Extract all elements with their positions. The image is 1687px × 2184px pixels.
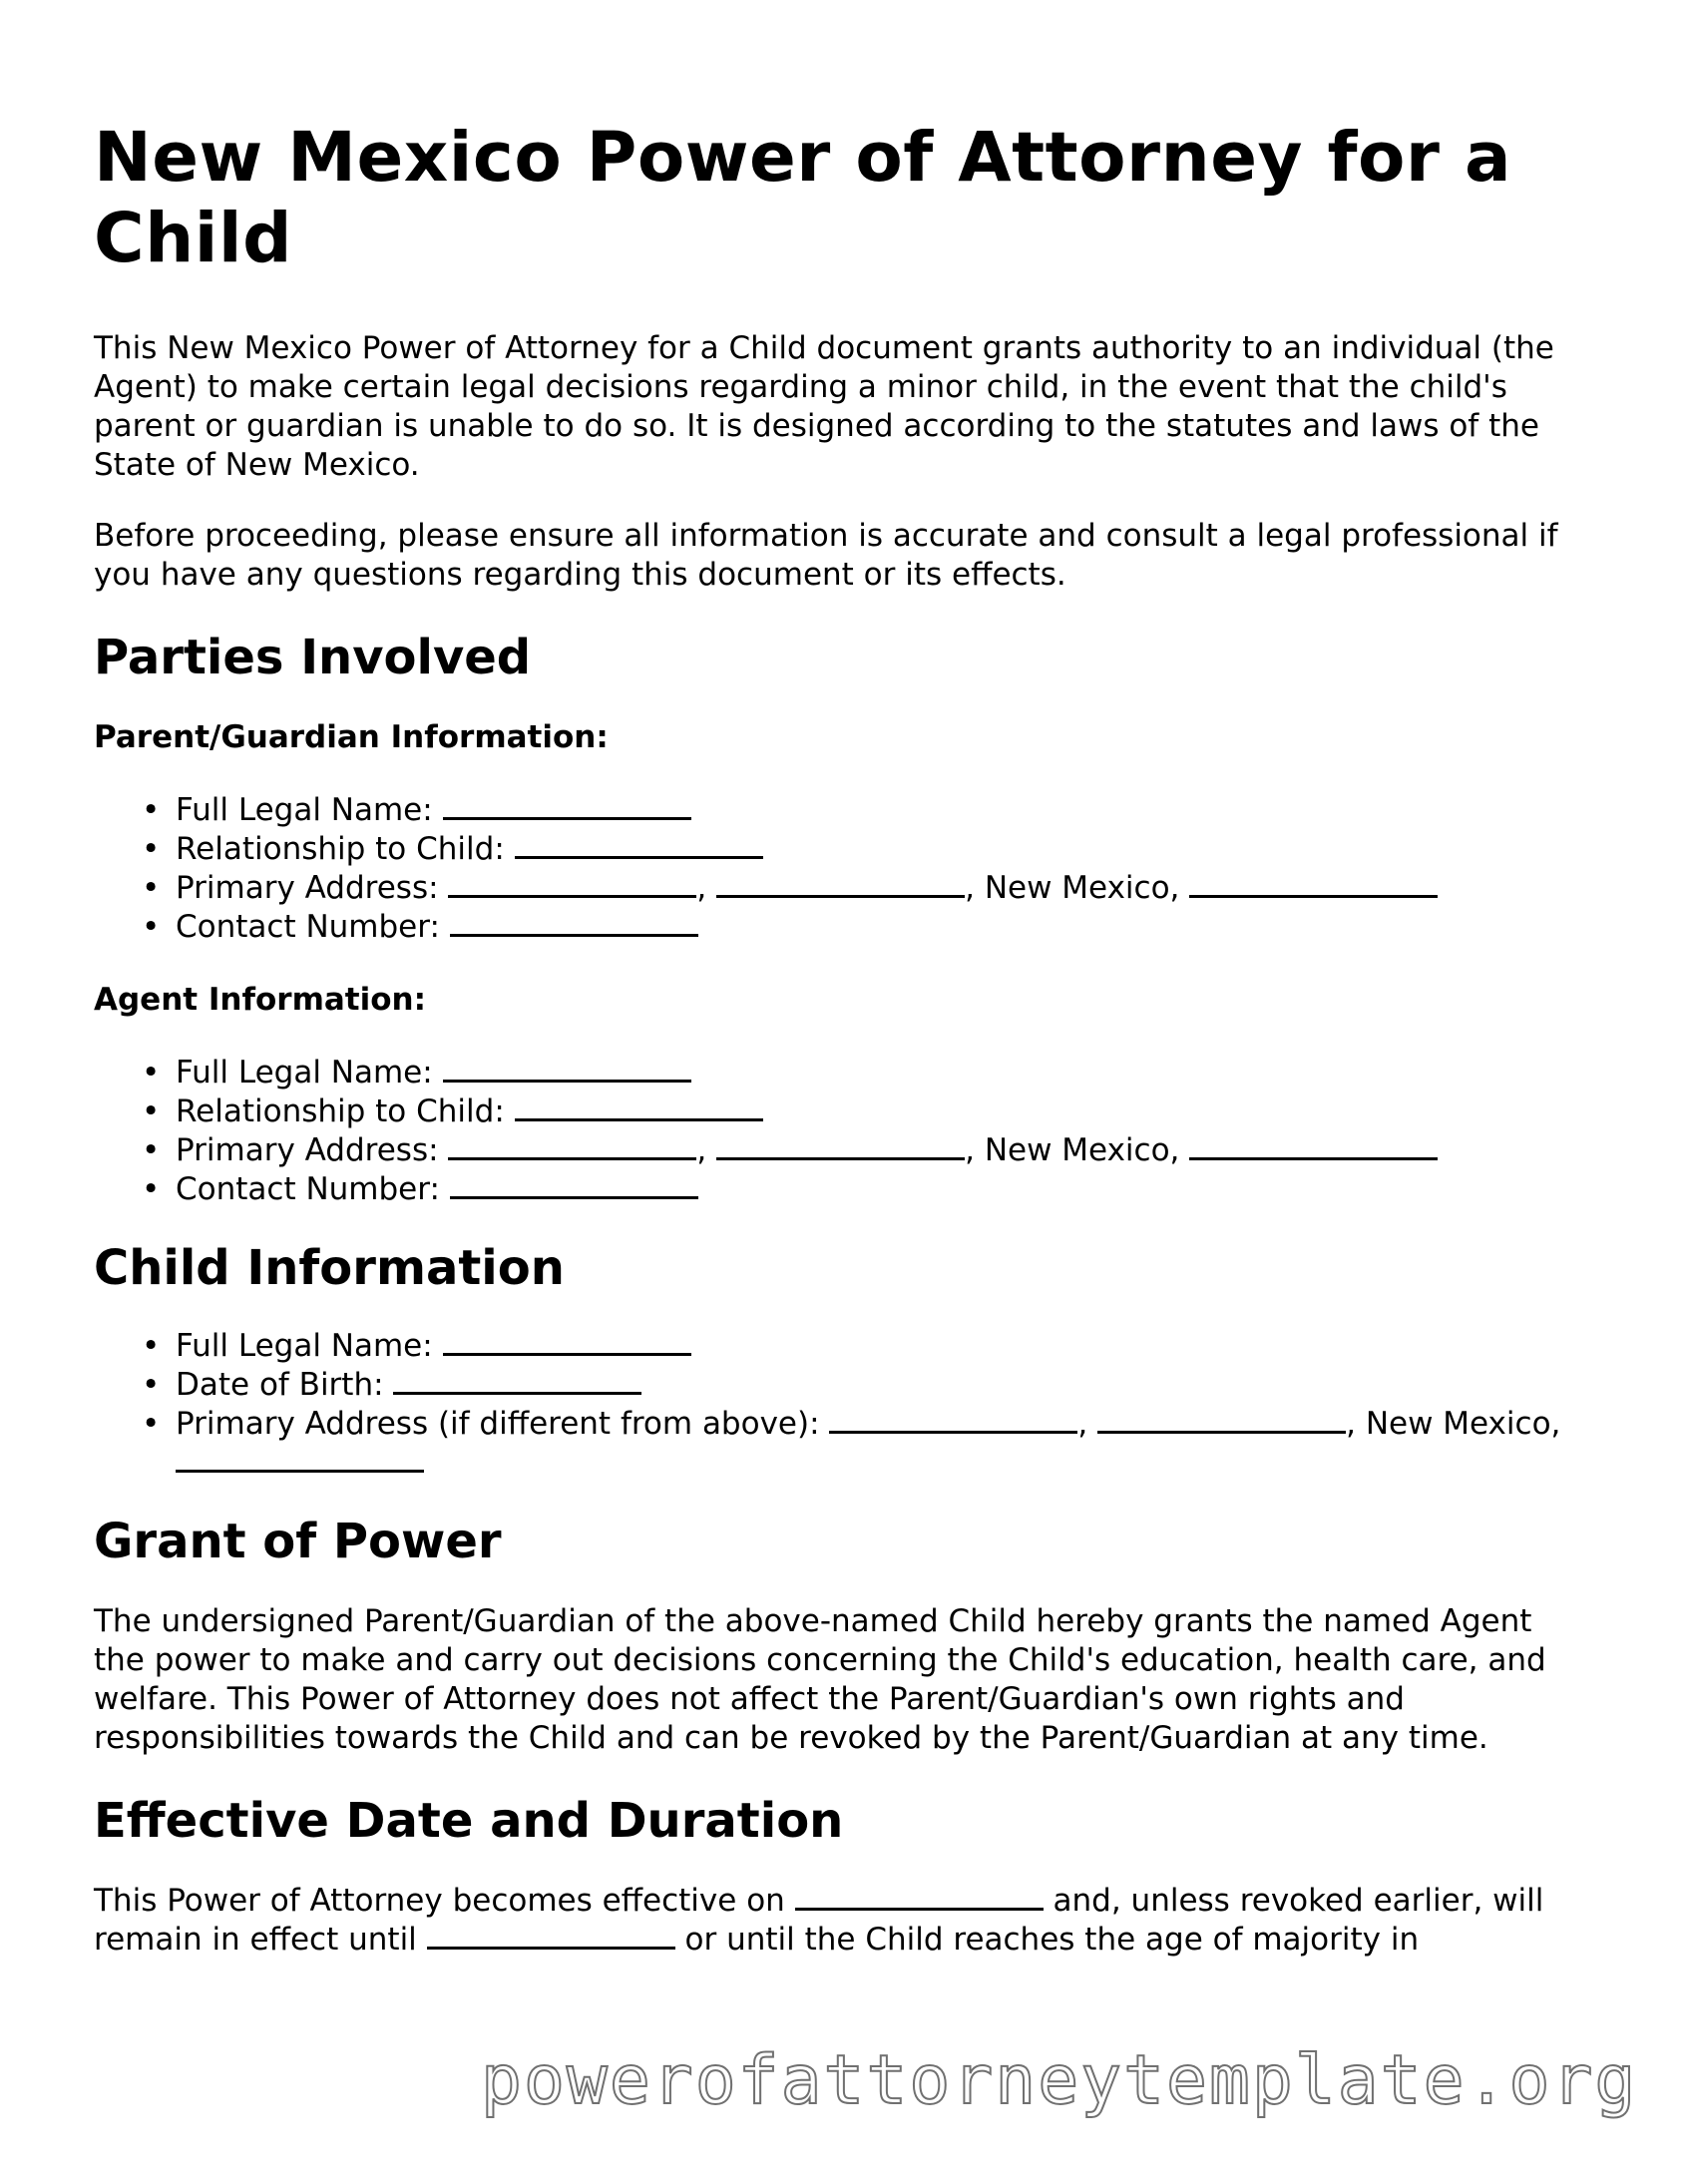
watermark-text: powerofattorneytemplate.org xyxy=(481,2041,1638,2120)
list-item xyxy=(142,1092,1590,1131)
list-item xyxy=(142,1366,1562,1405)
effective-text-c: or until the Child reaches the age of majority in xyxy=(674,1922,1420,1958)
bullet: • xyxy=(142,870,161,906)
agent-info-heading: Agent Information: xyxy=(94,982,426,1018)
list-item xyxy=(142,1405,1562,1483)
grant-paragraph: The undersigned Parent/Guardian of the above-named Child hereby grants the named Agent the power to make and carry out decisions concerning the Child's education, health care, and welfare. This Power of Attorney does not affect the Parent/Guardian's own rights and responsibilities towards the Child and can be revoked by the Parent/Guardian at any time. xyxy=(94,1603,1546,1756)
agent-zip-blank xyxy=(1189,1132,1438,1160)
parent-name-blank xyxy=(443,792,691,820)
field-label: Relationship to Child: xyxy=(176,1093,515,1129)
bullet: • xyxy=(142,1171,161,1207)
state-text: , New Mexico, xyxy=(965,870,1190,906)
child-street-blank xyxy=(829,1406,1077,1434)
bullet: • xyxy=(142,1132,161,1168)
separator: , xyxy=(1077,1406,1098,1442)
bullet: • xyxy=(142,1367,161,1403)
effective-text-a: This Power of Attorney becomes effective on xyxy=(94,1883,795,1919)
parent-info-list xyxy=(94,791,1590,947)
list-item xyxy=(142,869,1590,908)
field-label: Date of Birth: xyxy=(176,1367,394,1403)
field-label: Contact Number: xyxy=(176,1171,450,1207)
agent-city-blank xyxy=(716,1132,965,1160)
parent-relationship-blank xyxy=(515,831,763,859)
parent-info-heading: Parent/Guardian Information: xyxy=(94,719,609,755)
bullet: • xyxy=(142,1328,161,1364)
list-item xyxy=(142,1131,1590,1170)
state-text: , New Mexico, xyxy=(1346,1406,1561,1442)
field-label: Full Legal Name: xyxy=(176,792,443,828)
agent-name-blank xyxy=(443,1055,691,1083)
agent-contact-blank xyxy=(450,1171,698,1199)
document-page xyxy=(94,118,1590,1991)
child-name-blank xyxy=(443,1328,691,1356)
parties-heading: Parties Involved xyxy=(94,630,532,685)
child-city-blank xyxy=(1097,1406,1346,1434)
bullet: • xyxy=(142,1406,161,1442)
list-item xyxy=(142,791,1590,830)
child-dob-blank xyxy=(393,1367,641,1395)
field-label: Full Legal Name: xyxy=(176,1328,443,1364)
bullet: • xyxy=(142,1055,161,1091)
bullet: • xyxy=(142,792,161,828)
agent-street-blank xyxy=(448,1132,696,1160)
end-date-blank xyxy=(427,1922,675,1950)
intro-paragraph-1: This New Mexico Power of Attorney for a Child document grants authority to an individual (the Agent) to make certain legal decisions regarding a minor child, in the event that the child's parent or guardian is unable to do so. It is designed according to the statutes and laws of the State of New Mexico. xyxy=(94,330,1554,483)
list-item xyxy=(142,1327,1562,1366)
agent-info-list xyxy=(94,1054,1590,1209)
child-zip-blank xyxy=(176,1445,424,1473)
effective-heading: Effective Date and Duration xyxy=(94,1793,844,1849)
parent-contact-blank xyxy=(450,909,698,937)
agent-relationship-blank xyxy=(515,1093,763,1121)
field-label: Full Legal Name: xyxy=(176,1055,443,1091)
parent-street-blank xyxy=(448,870,696,898)
field-label: Primary Address: xyxy=(176,870,449,906)
effective-date-blank xyxy=(795,1883,1044,1911)
list-item xyxy=(142,908,1590,947)
bullet: • xyxy=(142,831,161,867)
grant-heading: Grant of Power xyxy=(94,1514,502,1569)
state-text: , New Mexico, xyxy=(965,1132,1190,1168)
effective-text-b: and, unless revoked earlier, will remain in effect until xyxy=(94,1883,1544,1958)
field-label: Primary Address (if different from above): xyxy=(176,1406,830,1442)
field-label: Contact Number: xyxy=(176,909,450,945)
effective-paragraph xyxy=(94,1882,1590,1960)
child-info-list xyxy=(94,1327,1562,1483)
intro-paragraph-2: Before proceeding, please ensure all information is accurate and consult a legal professional if you have any questions regarding this document or its effects. xyxy=(94,518,1558,593)
bullet: • xyxy=(142,909,161,945)
field-label: Primary Address: xyxy=(176,1132,449,1168)
list-item xyxy=(142,830,1590,869)
field-label: Relationship to Child: xyxy=(176,831,515,867)
separator: , xyxy=(696,1132,717,1168)
list-item xyxy=(142,1170,1590,1209)
separator: , xyxy=(696,870,717,906)
list-item xyxy=(142,1054,1590,1092)
bullet: • xyxy=(142,1093,161,1129)
document-title: New Mexico Power of Attorney for a Child xyxy=(94,118,1512,278)
parent-zip-blank xyxy=(1189,870,1438,898)
child-info-heading: Child Information xyxy=(94,1240,565,1296)
parent-city-blank xyxy=(716,870,965,898)
